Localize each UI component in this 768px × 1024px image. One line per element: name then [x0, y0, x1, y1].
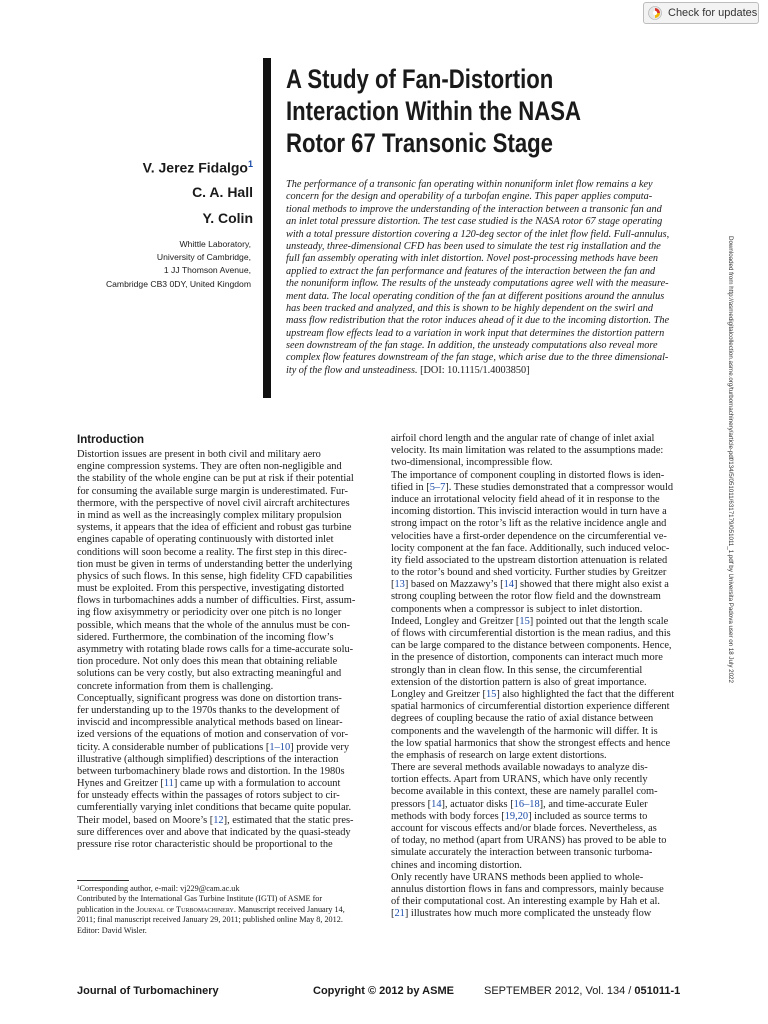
- text-line: of their computational cost. An interesting example by Hah et al.: [391, 896, 660, 908]
- copyright: Copyright © 2012 by ASME: [313, 985, 454, 997]
- text-line: velocities have a first-order dependence on the circumferential ve-: [391, 530, 667, 542]
- text-line: conditions will soon become a reality. The first step in this direc-: [77, 546, 347, 558]
- text-line: applied to extract the fan performance and features of the interaction between the fan and: [286, 265, 656, 277]
- text-line: induce an irrotational velocity field ahead of it in response to the: [391, 493, 660, 505]
- text-line: ing flow axisymmetry or periodicity over one pitch is no longer: [77, 607, 342, 619]
- citation-link[interactable]: 15: [519, 615, 530, 627]
- text-line: publication in the Journal of Turbomachinery. Manuscript received January 14,: [77, 904, 345, 914]
- author-name: C. A. Hall: [192, 184, 253, 200]
- citation-link[interactable]: 14: [503, 579, 514, 591]
- text-line: complex flow features downstream of the fan stage, which arise due to the three dimensional-: [286, 352, 669, 364]
- text-line: tional methods to improve the understanding of the interaction between a transonic fan and: [286, 203, 662, 215]
- author-name: Y. Colin: [202, 210, 253, 226]
- text-line: pressure rise rotor characteristic should be proportional to the: [77, 839, 333, 850]
- text-line: tion must be given in terms of understanding better the underlying: [77, 558, 353, 570]
- text-line: strong coupling between the rotor flow field and the downstream: [391, 591, 661, 603]
- text-line: inviscid and incompressible analytical methods based on linear-: [77, 717, 343, 729]
- text-line: with a total pressure distortion covering a 120-deg sector of the inlet flow field. Full-annulus,: [286, 228, 670, 240]
- page-number: 051011-1: [634, 985, 681, 997]
- text-line: engines capable of operating continuously with distorted inlet: [77, 534, 334, 546]
- text-line: Indeed, Longley and Greitzer [15] pointed out that the length scale: [391, 615, 669, 627]
- text-line: strong impact on the rotor’s lift as the relative incidence angle and: [391, 518, 667, 530]
- citation-link[interactable]: 11: [163, 778, 174, 790]
- journal-name: Journal of Turbomachinery: [77, 985, 219, 997]
- text-line: ity of the flow and unsteadiness. [DOI: 10.1115/1.4003850]: [286, 364, 530, 376]
- citation-link[interactable]: 12: [213, 814, 224, 826]
- text-line: solutions can be very costly, but also extracting meaningful and: [77, 668, 342, 680]
- text-line: the nonuniform inflow. The results of the unsteady computations agree well with the measure-: [286, 278, 669, 290]
- check-for-updates-label: Check for updates: [668, 7, 758, 19]
- title-rule: [263, 58, 271, 398]
- text-line: become available in this context, these are namely parallel com-: [391, 786, 658, 798]
- text-line: concern for the design and operability of a turbofan engine. This paper applies computa-: [286, 191, 653, 203]
- text-line: the emphasis of research on large extent distortions.: [391, 749, 607, 761]
- text-line: ity field associated to the upstream distortion attenuation is related: [391, 554, 668, 566]
- text-line: in the presence of distortion, components can interact much more: [391, 652, 663, 664]
- text-line: tified in [5–7]. These studies demonstrated that a compressor would: [391, 481, 674, 493]
- text-line: asymmetry with rotating blade rows calls for a time-accurate solu-: [77, 644, 354, 655]
- text-line: has been tracked and analyzed, and this is shown to be highly dependent on the swirl and: [286, 302, 653, 314]
- text-line: ticity. A considerable number of publications [1–10] provide very: [77, 741, 350, 753]
- text-line: Only recently have URANS methods been applied to whole-: [391, 871, 644, 883]
- text-line: upstream flow effects lead to a variation in work input that determines the distortion pattern: [286, 327, 665, 339]
- title-line: Interaction Within the NASA: [286, 96, 582, 126]
- text-line: the stability of the whole engine can be put at risk if their potential: [77, 473, 354, 485]
- text-line: fer understanding up to the 1970s thanks to the development of: [77, 704, 340, 716]
- text-line: Editor: David Wisler.: [77, 925, 147, 935]
- text-line: Their model, based on Moore’s [12], estimated that the static pres-: [77, 814, 354, 826]
- text-line: between turbomachinery blade rows and distortion. In the 1980s: [77, 765, 345, 777]
- title-line: A Study of Fan-Distortion: [286, 64, 554, 94]
- text-line: spatial harmonics of circumferential distortion experience different: [391, 701, 670, 713]
- title-line: Rotor 67 Transonic Stage: [286, 128, 553, 158]
- footnote: [77, 884, 377, 936]
- text-line: sure differences over and above that indicated by the quasi-steady: [77, 826, 351, 838]
- text-line: components and the wavelength of the harmonic will differ. It is: [391, 725, 658, 737]
- citation-link[interactable]: 19,20: [504, 810, 529, 822]
- text-line: ¹Corresponding author, e-mail: vj229@cam.ac.uk: [77, 884, 240, 893]
- issue-info: SEPTEMBER 2012, Vol. 134 / 051011-1: [484, 985, 681, 997]
- text-line: can be large compared to the distance between components. Hence,: [391, 640, 672, 652]
- text-line: There are several methods available nowadays to analyze dis-: [391, 762, 648, 774]
- author-footnote-mark[interactable]: 1: [247, 159, 253, 169]
- body-column-right: [391, 433, 694, 921]
- text-line: annulus distortion flows in fans and compressors, mainly because: [391, 883, 664, 895]
- citation-link[interactable]: 15: [485, 688, 497, 700]
- text-line: [21] illustrates how much more complicated the unsteady flow: [391, 908, 652, 920]
- text-line: full fan assembly operating with inlet distortion. Novel post-processing methods have been: [286, 253, 658, 265]
- text-line: velocity. Its main limitation was related to the assumptions made:: [391, 445, 664, 457]
- text-line: two-dimensional, incompressible flow.: [391, 457, 553, 469]
- text-line: degrees of coupling because the ratio of axial distance between: [391, 713, 654, 725]
- text-line: tion procedure. Not only does this mean that obtaining reliable: [77, 656, 338, 668]
- author-affiliation: Whittle Laboratory, University of Cambridge, 1 JJ Thomson Avenue, Cambridge CB3 0DY, United Kingdom: [105, 239, 251, 289]
- section-heading: Introduction: [77, 434, 145, 446]
- text-line: cumferentially varying inlet conditions that became quite popular.: [77, 802, 352, 814]
- text-line: an inlet total pressure distortion. The test case studied is the NASA rotor 67 stage operating: [286, 216, 663, 228]
- text-line: the low spatial harmonics that show the strongest effects and hence: [391, 737, 671, 749]
- text-line: strongly than in clean flow. In this sense, the circumferential: [391, 664, 643, 676]
- text-line: account for viscous effects and/or blade forces. Nevertheless, as: [391, 823, 657, 834]
- citation-link[interactable]: 16–18: [513, 798, 540, 810]
- text-line: The performance of a transonic fan operating within nonuniform inlet flow remains a key: [286, 179, 653, 190]
- download-note: Downloaded from http://asmedigitalcollection.asme.org/turbomachinery/article-pdf/134/5/051011/6317179/051011_1.pdf by Universita Padova user on 18 July 2022: [727, 236, 734, 683]
- doi[interactable]: [DOI: 10.1115/1.4003850]: [417, 364, 530, 376]
- text-line: must be exploited. From this perspective, investigating distorted: [77, 583, 344, 595]
- text-line: ized versions of the equations of motion and conservation of vor-: [77, 729, 349, 741]
- text-line: for consuming the available surge margin is underestimated. Fur-: [77, 485, 348, 497]
- text-line: seen downstream of the fan stage. In addition, the unsteady computations also reveal more: [286, 340, 658, 352]
- text-line: mass flow redistribution that the rotor induces ahead of it due to the incoming distortion. The: [286, 315, 670, 327]
- text-line: ment data. The local operating condition of the fan at different positions around the annulus: [286, 290, 665, 302]
- footnote-rule: [77, 880, 129, 881]
- text-line: The importance of component coupling in distorted flows is iden-: [391, 469, 665, 481]
- abstract: [286, 179, 669, 377]
- text-line: pressors [14], actuator disks [16–18], and time-accurate Euler: [391, 798, 648, 810]
- text-line: simulate accurately the interaction between transonic turboma-: [391, 847, 653, 859]
- text-line: 2011; final manuscript received January 29, 2011; published online May 8, 2012.: [77, 915, 343, 925]
- text-line: possible, which means that the whole of the annulus must be con-: [77, 619, 350, 631]
- text-line: Conceptually, significant progress was done on distortion trans-: [77, 692, 342, 704]
- text-line: Distortion issues are present in both civil and military aero: [77, 449, 321, 460]
- text-line: to the rotor’s bound and shed vorticity. Further studies by Greitzer: [391, 567, 667, 579]
- citation-link[interactable]: 1–10: [269, 741, 291, 753]
- text-line: systems, it appears that the idea of efficient and robust gas turbine: [77, 522, 352, 534]
- article-title: [286, 63, 614, 159]
- citation-link[interactable]: 13: [394, 579, 405, 591]
- text-line: airfoil chord length and the angular rate of change of inlet axial: [391, 433, 655, 444]
- text-line: Hynes and Greitzer [11] came up with a formulation to account: [77, 778, 341, 790]
- citation-link[interactable]: 5–7: [429, 481, 446, 493]
- text-line: Longley and Greitzer [15] also highlighted the fact that the different: [391, 688, 675, 700]
- text-line: physics of such flows. In this sense, high fidelity CFD capabilities: [77, 570, 353, 582]
- text-line: flows in turbomachines adds a number of difficulties. First, assum-: [77, 595, 356, 607]
- text-line: [13] based on Mazzawy’s [14] showed that there might also exist a: [391, 579, 669, 591]
- text-line: components when a compressor is subject to inlet distortion.: [391, 603, 643, 615]
- text-line: illustrative (although simplified) descriptions of the interaction: [77, 753, 339, 765]
- text-line: extension of the distortion pattern is also of great importance.: [391, 676, 647, 688]
- text-line: methods with body forces [19,20] included as source terms to: [391, 810, 648, 822]
- text-line: thermore, with the perspective of novel civil aircraft architectures: [77, 497, 350, 509]
- text-line: for unsteady effects within the passages of rotors subject to cir-: [77, 790, 340, 802]
- text-line: unsteady, three-dimensional CFD has been used to simulate the test rig installation and the: [286, 240, 661, 252]
- text-line: tortion effects. Apart from URANS, which have only recently: [391, 774, 648, 786]
- check-for-updates-button[interactable]: [643, 2, 759, 24]
- text-line: locity component at the fan face. Additionally, such induced veloc-: [391, 542, 670, 554]
- text-line: of flows with circumferential distortion is the mean radius, and this: [391, 628, 671, 639]
- text-line: concrete information from them is challenging.: [77, 680, 274, 692]
- author-name: V. Jerez Fidalgo$^1$: [142, 159, 253, 176]
- text-line: Contributed by the International Gas Turbine Institute (IGTI) of ASME for: [77, 894, 323, 904]
- body-column-left: [77, 449, 377, 851]
- text-line: chines and incoming distortion.: [391, 859, 523, 871]
- text-line: incoming distortion. This inviscid interaction would in turn have a: [391, 506, 667, 518]
- check-updates-icon: [648, 6, 662, 20]
- text-line: engine compression systems. They are often non-negligible and: [77, 461, 342, 473]
- text-line: sidered. Furthermore, the combination of the incoming flow’s: [77, 631, 334, 643]
- citation-link[interactable]: 21: [394, 908, 405, 920]
- text-line: in mind as well as the increasingly complex military propulsion: [77, 509, 342, 521]
- citation-link[interactable]: 14: [431, 798, 442, 810]
- text-line: of today, no method (apart from URANS) has proved to be able to: [391, 835, 667, 847]
